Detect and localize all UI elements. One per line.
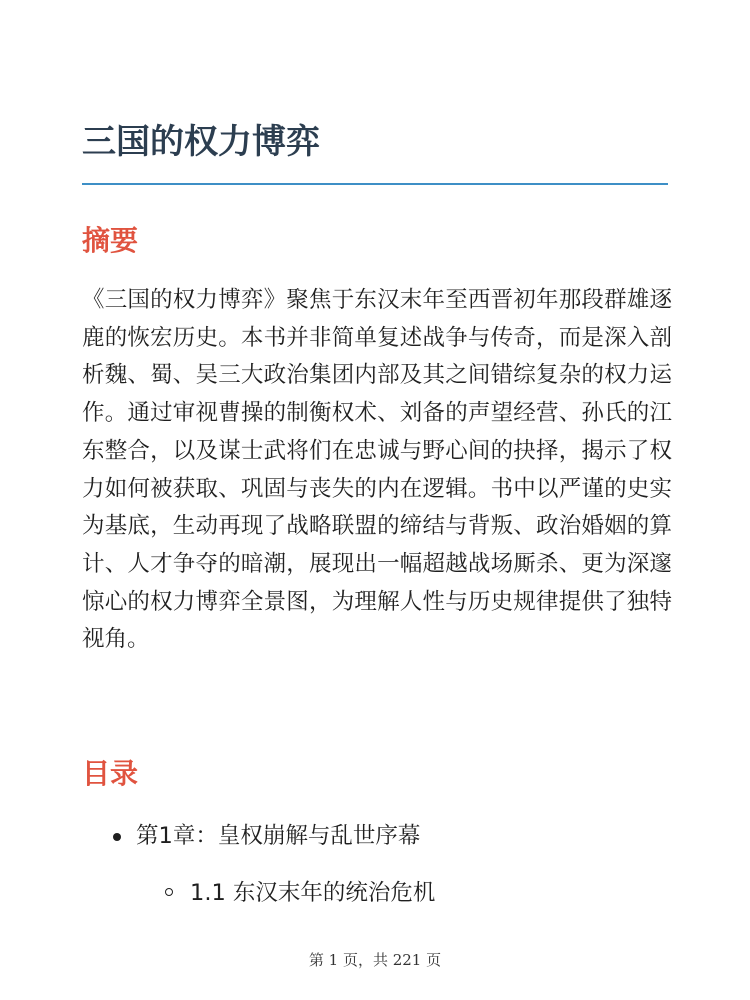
abstract-body: 《三国的权力博弈》聚焦于东汉末年至西晋初年那段群雄逐鹿的恢宏历史。本书并非简单复述战争与传奇，而是深入剖析魏、蜀、吴三大政治集团内部及其之间错综复杂的权力运作。通过审视曹操的制衡权术、刘备的声望经营、孙氏的江东整合，以及谋士武将们在忠诚与野心间的抉择，揭示了权力如何被获取、巩固与丧失的内在逻辑。书中以严谨的史实为基底，生动再现了战略联盟的缔结与背叛、政治婚姻的算计、人才争夺的暗潮，展现出一幅超越战场厮杀、更为深邃惊心的权力博弈全景图，为理解人性与历史规律提供了独特视角。: [82, 287, 672, 653]
document-title: 三国的权力博弈: [82, 122, 320, 162]
toc-bullet-disc: [113, 833, 121, 841]
toc-item-section-1-1: 1.1 东汉末年的统治危机: [190, 880, 436, 906]
toc-heading: 目录: [82, 757, 139, 790]
abstract-heading: 摘要: [82, 224, 139, 257]
toc-bullet-circle: [165, 888, 173, 896]
toc-item-chapter-1: 第1章：皇权崩解与乱世序幕: [136, 823, 421, 849]
page-footer: 第 1 页，共 221 页: [308, 951, 442, 969]
title-divider: [82, 183, 668, 185]
